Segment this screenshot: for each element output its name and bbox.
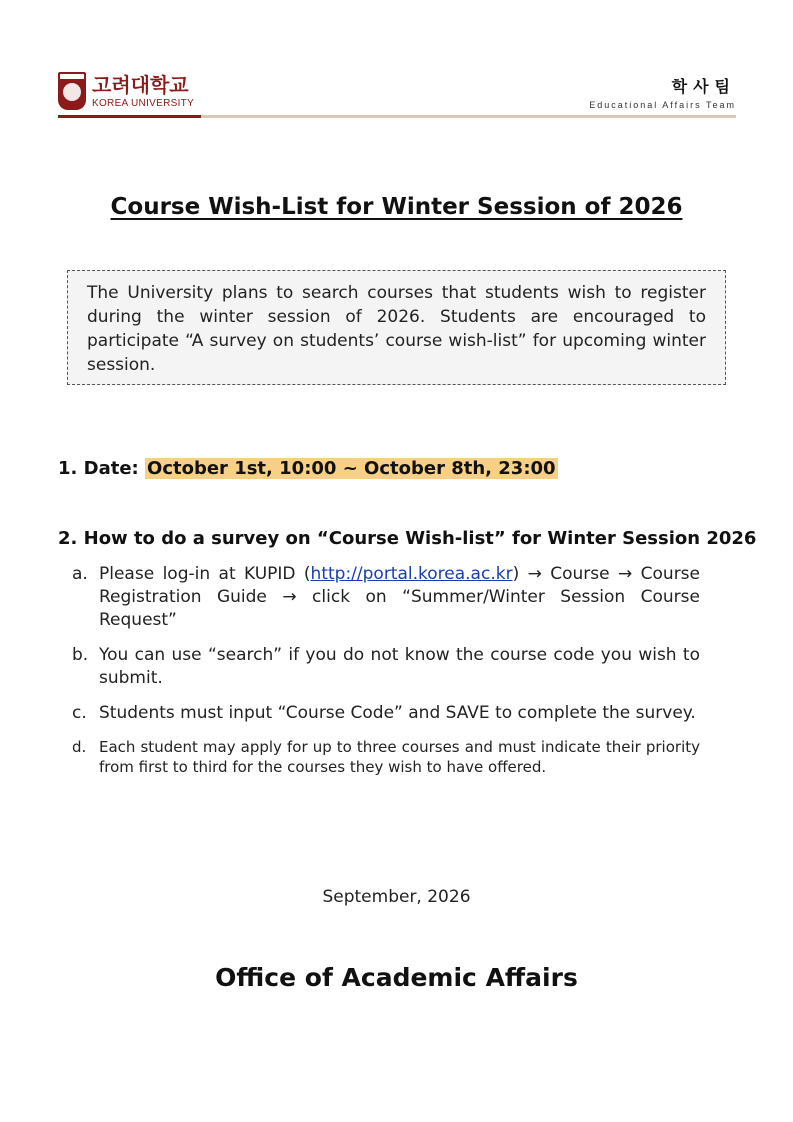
list-item [72, 644, 700, 690]
date-label: 1. Date: [58, 458, 139, 479]
date-value: October 1st, 10:00 ~ October 8th, 23:00 [147, 458, 556, 479]
document-title: Course Wish-List for Winter Session of 2026 [110, 194, 683, 220]
logo-english-name: KOREA UNIVERSITY [92, 97, 195, 109]
list-item [72, 702, 700, 725]
page-header [58, 72, 736, 120]
step-text: Each student may apply for up to three courses and must indicate their priority from first to third for the courses they wish to have offered. [99, 738, 700, 776]
survey-steps-list [72, 563, 700, 789]
header-rule [201, 115, 736, 118]
team-name-korean: 학사팀 [671, 77, 736, 96]
step-marker: d. [72, 738, 87, 756]
notice-box: The University plans to search courses that students wish to register during the winter session of 2026. Students are encouraged to participate “A survey on students’ course wish-list” for upcoming winter session. [67, 270, 726, 385]
step-text: Students must input “Course Code” and SAVE to complete the survey. [99, 703, 696, 723]
step-marker: a. [72, 564, 88, 584]
step-text: You can use “search” if you do not know the course code you wish to submit. [99, 645, 700, 688]
kupid-portal-link[interactable]: http://portal.korea.ac.kr [310, 564, 513, 584]
list-item [72, 563, 700, 632]
university-crest-icon [58, 72, 86, 110]
section-how-to-heading: 2. How to do a survey on “Course Wish-list” for Winter Session 2026 [58, 528, 757, 549]
step-marker: b. [72, 645, 89, 665]
list-item [72, 737, 700, 777]
issue-date: September, 2026 [322, 887, 471, 907]
header-rule-accent [58, 115, 201, 118]
university-logo [58, 72, 194, 110]
section-date [58, 458, 558, 479]
step-text: Please log-in at KUPID (http://portal.korea.ac.kr) → Course → Course Registration Guide → click on “Summer/Winter Session Course Request” [99, 564, 700, 630]
team-name-english: Educational Affairs Team [589, 100, 736, 110]
step-marker: c. [72, 703, 87, 723]
office-name: Office of Academic Affairs [215, 963, 578, 992]
logo-korean-name: 고려대학교 [92, 72, 189, 97]
